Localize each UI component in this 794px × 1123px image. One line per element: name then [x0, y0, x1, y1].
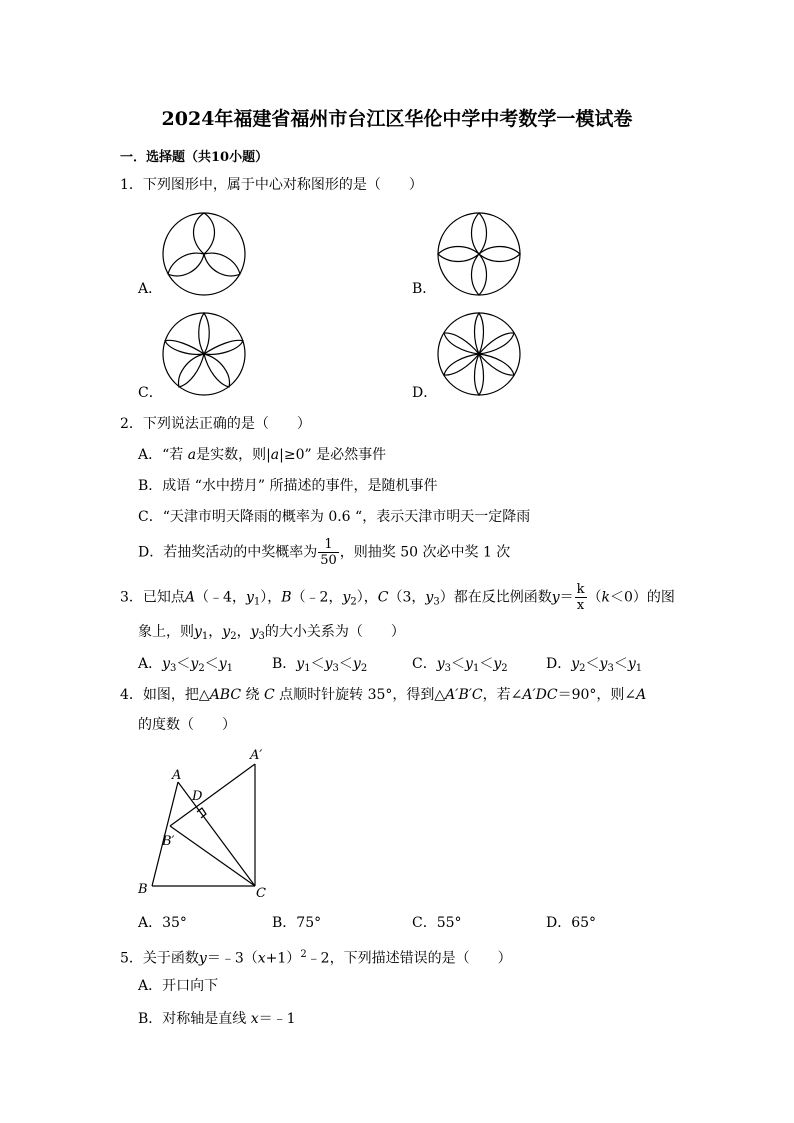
- q5-exponent: 2: [300, 949, 307, 960]
- q3-a-label: A．: [138, 656, 163, 672]
- q4-label-a: A: [172, 768, 182, 783]
- q3-text-3: ），: [260, 589, 282, 606]
- q3-text-8: ＝: [559, 589, 574, 606]
- q5-text-4: ﹣2，下列描述错误的是（ ）: [306, 950, 512, 967]
- section-heading: 一．选择题（共10小题）: [120, 150, 269, 165]
- q2-a-suffix: |≥0” 是必然事件: [279, 447, 387, 463]
- q2-d-suffix: ，则抽奖 50 次必中奖 1 次: [339, 544, 511, 561]
- q4-text-1: 4．如图，把△: [120, 687, 210, 703]
- page-title: 2024年福建省福州市台江区华伦中学中考数学一模试卷: [161, 108, 633, 130]
- q4-text-5: ＝90°，则∠: [557, 687, 637, 703]
- q1-figure-d: [437, 312, 521, 396]
- q5-option-b[interactable]: B．对称轴是直线 x＝﹣1: [138, 1011, 296, 1027]
- q4-rotation-figure: [150, 760, 260, 890]
- q4-stem-line1: [120, 686, 646, 704]
- q4-stem-line2: 的度数（ ）: [138, 717, 236, 733]
- q1-option-c[interactable]: C．: [138, 385, 163, 401]
- q1-figure-b: [437, 212, 521, 296]
- q5-text-1: 5．关于函数: [120, 950, 199, 967]
- q5-stem: 5．关于函数$y=﹣3(x+1)^2﹣2$，下列描述错误的是（ ）: [120, 949, 512, 967]
- q1-figure-a: [162, 212, 246, 296]
- q1-option-d[interactable]: D．: [412, 385, 438, 401]
- q3-fraction-numerator: k: [576, 582, 585, 597]
- q3-fraction: [575, 582, 587, 613]
- q3-c-label: C．: [412, 656, 437, 672]
- q4-text-2: 绕: [241, 687, 264, 703]
- q4-option-d[interactable]: D．65°: [546, 915, 597, 931]
- q3-fraction-denominator: x: [576, 598, 585, 613]
- q2-a-var: a: [187, 447, 197, 463]
- q2-option-d[interactable]: [138, 537, 510, 568]
- q2-a-prefix: A．“若: [138, 447, 188, 463]
- q3-b-label: B．: [272, 656, 297, 672]
- q2-stem: 2．下列说法正确的是（ ）: [120, 416, 311, 432]
- q1-option-a[interactable]: A．: [138, 281, 163, 297]
- q3-option-c[interactable]: C．$y_3<y_1<y_2$: [412, 656, 508, 674]
- q1-stem: 1．下列图形中，属于中心对称图形的是（ ）: [120, 177, 423, 193]
- q5-text-2: ＝﹣3（: [206, 950, 258, 967]
- q2-a-var2: a: [270, 447, 280, 463]
- q4-text-3: 点顺时针旋转 35°，得到△: [274, 687, 446, 703]
- q2-d-fraction-numerator: 1: [318, 537, 339, 553]
- q3-text-1: 3．已知点: [120, 589, 185, 606]
- q4-option-c[interactable]: C．55°: [412, 915, 462, 931]
- q3-stem-line2: 象上，则$y_1$，$y_2$，$y_3$的大小关系为（ ）: [138, 624, 405, 642]
- q3-text-10: ＜0）的图: [610, 589, 675, 606]
- q2-d-fraction-denominator: 50: [320, 553, 337, 568]
- q2-option-b[interactable]: B．成语 “水中捞月” 所描述的事件，是随机事件: [138, 478, 438, 494]
- q3-option-a[interactable]: A．$y_3<y_2<y_1$: [138, 656, 234, 674]
- q1-option-b[interactable]: B．: [412, 281, 437, 297]
- q5-b-prefix: B．对称轴是直线: [138, 1011, 251, 1027]
- q3-option-b[interactable]: B．$y_1<y_3<y_2$: [272, 656, 368, 674]
- q4-label-d: D: [192, 789, 203, 804]
- q5-b-suffix: ＝﹣1: [258, 1011, 296, 1027]
- q1-figure-c: [162, 312, 246, 396]
- q4-text-4: ，若∠: [482, 687, 523, 703]
- q2-option-a[interactable]: [138, 446, 386, 464]
- q3-d-label: D．: [546, 656, 572, 672]
- q4-point-a: A: [636, 687, 647, 703]
- q2-d-prefix: D．若抽奖活动的中奖概率为: [138, 544, 318, 561]
- q5-text-3: +1）: [265, 950, 301, 967]
- q4-option-a[interactable]: A．35°: [138, 915, 187, 931]
- q3-text-6: （3，: [388, 589, 426, 606]
- q3-stem-line1: 3．已知点A（﹣4，$y_1$），B（﹣2，$y_2$），C（3，$y_3$）都在反比例函数y＝ $\frac{k}{x}$ （k＜0）的图: [120, 582, 675, 613]
- q4-label-b: B: [138, 882, 148, 897]
- q4-option-b[interactable]: B．75°: [272, 915, 322, 931]
- q3-text-4: （﹣2，: [291, 589, 343, 606]
- q4-label-b-prime: B′: [162, 834, 175, 849]
- q3-line2-text: 象上，则: [138, 624, 194, 640]
- q3-text-7: ）都在反比例函数: [439, 589, 552, 606]
- q3-option-d[interactable]: D．$y_2<y_3<y_1$: [546, 656, 643, 674]
- q3-text-5: ），: [356, 589, 378, 606]
- q5-var-x: x: [257, 950, 266, 967]
- q2-a-mid: 是实数，则|: [196, 447, 271, 463]
- q5-option-a[interactable]: A．开口向下: [138, 978, 219, 994]
- q2-option-c[interactable]: C．“天津市明天降雨的概率为 0.6 “，表示天津市明天一定降雨: [138, 509, 531, 525]
- q4-angle: A′DC: [522, 687, 558, 703]
- q3-text-2: （﹣4，: [195, 589, 246, 606]
- q2-d-fraction: [318, 537, 339, 568]
- q4-triangle-prime: A′B′C: [445, 687, 483, 703]
- q4-label-a-prime: A′: [250, 748, 263, 763]
- q4-triangle-abc: ABC: [209, 687, 242, 703]
- q4-point-c: C: [263, 687, 275, 703]
- q3-line2-suffix: 的大小关系为（ ）: [264, 624, 405, 640]
- q3-text-9: （: [587, 589, 602, 606]
- q4-label-c: C: [256, 886, 266, 901]
